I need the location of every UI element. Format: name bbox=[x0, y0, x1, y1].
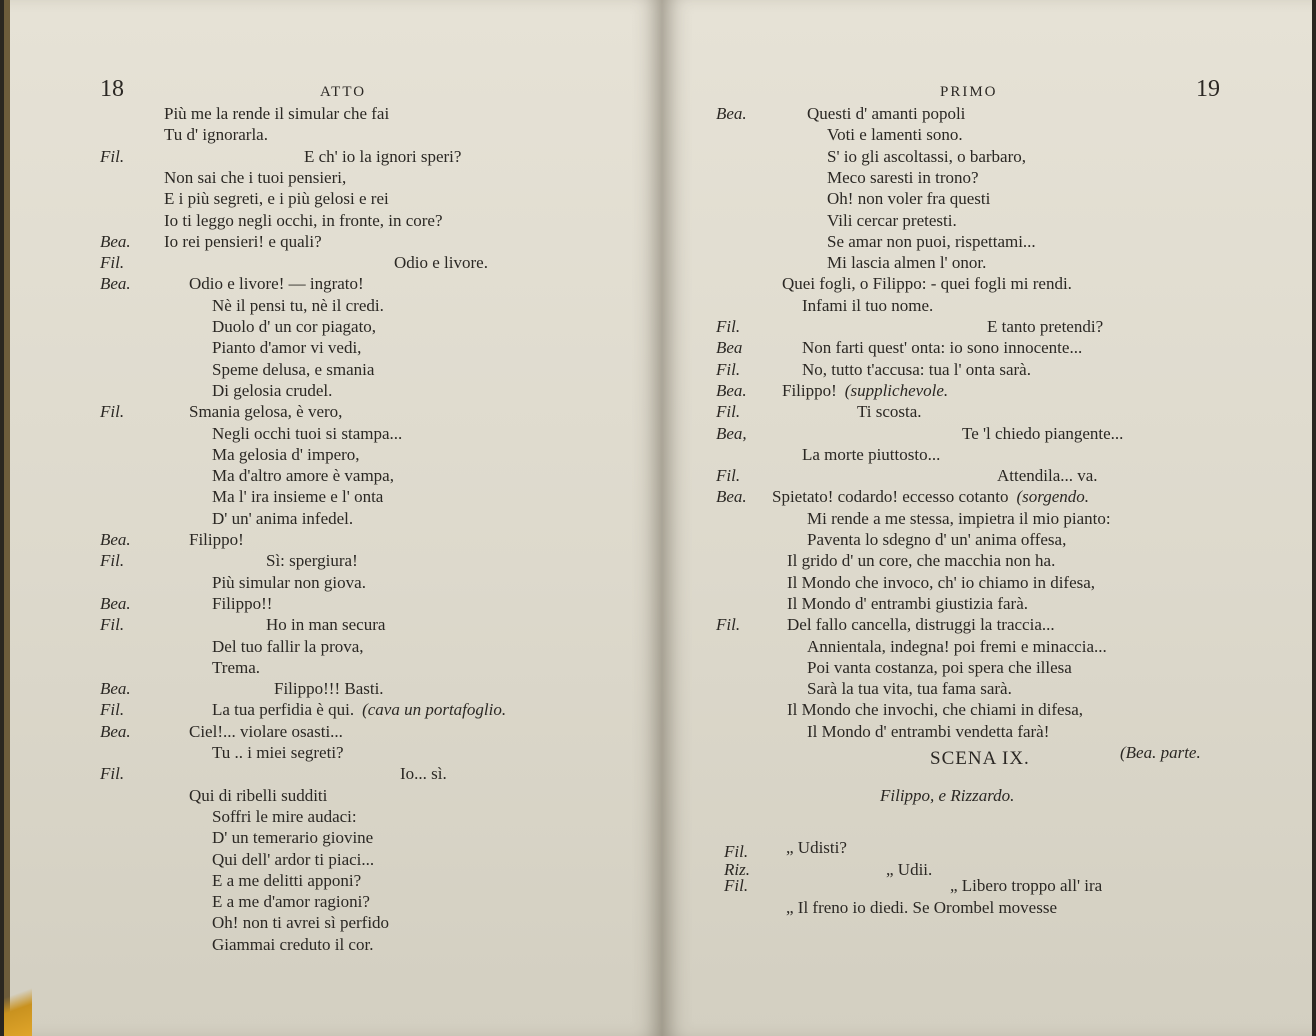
right-speaker: Fil. bbox=[716, 402, 741, 422]
right-speaker: Fil. bbox=[716, 359, 741, 379]
left-line-text: Soffri le mire audaci: bbox=[212, 806, 357, 826]
right-stage-direction: (supplichevole. bbox=[844, 380, 949, 400]
left-speaker: Fil. bbox=[100, 615, 125, 635]
right-line-text: Il Mondo che invoco, ch' io chiamo in difesa, bbox=[787, 572, 1096, 592]
scene-speaker: Riz. bbox=[724, 860, 750, 879]
right-verse-line bbox=[807, 530, 1066, 550]
left-line-text: Ma d'altro amore è vampa, bbox=[212, 466, 394, 486]
left-line-text: Nè il pensi tu, nè il credi. bbox=[212, 295, 384, 315]
left-speaker: Bea. bbox=[100, 274, 131, 294]
left-verse-line bbox=[212, 892, 370, 912]
right-speaker: Bea, bbox=[716, 423, 747, 443]
scene-verse-line: „ Udii. bbox=[886, 860, 933, 879]
left-verse-line bbox=[189, 786, 327, 806]
right-line-text: Del fallo cancella, distruggi la traccia... bbox=[787, 615, 1055, 635]
right-speaker: Bea. bbox=[716, 487, 747, 507]
right-verse-line bbox=[807, 679, 1012, 699]
left-line-text: Filippo! bbox=[189, 530, 244, 549]
right-verse-line bbox=[787, 551, 1055, 571]
left-verse-line bbox=[212, 807, 357, 827]
left-verse-line bbox=[212, 381, 332, 401]
right-verse-line bbox=[802, 296, 933, 316]
right-verse-line bbox=[987, 317, 1103, 337]
left-speaker: Bea. bbox=[100, 721, 131, 741]
right-line-text: Mi lascia almen l' onor. bbox=[827, 253, 987, 273]
left-line-text: Filippo!! bbox=[212, 593, 273, 613]
scene-verse-line: „ Il freno io diedi. Se Orombel movesse bbox=[786, 898, 1057, 917]
left-verse-line bbox=[212, 935, 373, 955]
left-verse-line bbox=[189, 274, 364, 294]
left-speaker: Fil. bbox=[100, 764, 125, 784]
right-page bbox=[662, 0, 1312, 1036]
right-line-text: Il Mondo d' entrambi giustizia farà. bbox=[787, 593, 1028, 613]
left-line-text: Del tuo fallir la prova, bbox=[212, 636, 364, 656]
left-verse-line bbox=[164, 232, 322, 252]
right-line-text: Paventa lo sdegno d' un' anima offesa, bbox=[807, 530, 1067, 549]
left-verse-line bbox=[212, 913, 389, 933]
left-line-text: Odio e livore. bbox=[394, 253, 488, 273]
left-line-text: Negli occhi tuoi si stampa... bbox=[212, 423, 403, 443]
left-verse-line bbox=[212, 871, 361, 891]
right-verse-line bbox=[827, 125, 963, 145]
left-running-head: ATTO bbox=[320, 84, 367, 100]
scene-verse-line: „ Udisti? bbox=[786, 838, 847, 857]
right-line-text: Ti scosta. bbox=[857, 402, 922, 422]
left-verse-line bbox=[212, 637, 364, 657]
left-verse-line bbox=[212, 296, 384, 316]
right-verse-line bbox=[802, 445, 940, 465]
left-verse-line bbox=[212, 850, 374, 870]
right-verse-line bbox=[807, 104, 965, 124]
left-verse-line bbox=[164, 104, 389, 124]
left-line-text: E ch' io la ignori speri? bbox=[304, 146, 462, 166]
right-speaker: Fil. bbox=[716, 317, 741, 336]
right-verse-line bbox=[827, 232, 1036, 252]
left-line-text: Di gelosia crudel. bbox=[212, 380, 333, 400]
left-verse-line bbox=[189, 530, 244, 550]
left-verse-line bbox=[400, 764, 447, 784]
left-line-text: Trema. bbox=[212, 657, 261, 677]
right-stage-direction: (sorgendo. bbox=[1016, 487, 1090, 507]
right-verse-line bbox=[827, 168, 979, 188]
left-line-text: Odio e livore! — ingrato! bbox=[189, 274, 364, 294]
right-verse-line bbox=[827, 253, 986, 273]
right-verse-line bbox=[807, 637, 1107, 657]
right-verse-line bbox=[997, 466, 1098, 486]
right-line-text: Non farti quest' onta: io sono innocente... bbox=[802, 338, 1083, 358]
left-line-text: D' un' anima infedel. bbox=[212, 508, 354, 528]
right-line-text: Infami il tuo nome. bbox=[802, 295, 934, 315]
left-line-text: Pianto d'amor vi vedi, bbox=[212, 338, 362, 358]
left-line-text: Duolo d' un cor piagato, bbox=[212, 317, 377, 336]
right-line-text: Annientala, indegna! poi fremi e minaccia... bbox=[807, 636, 1107, 656]
left-verse-line bbox=[212, 338, 361, 358]
right-line-text: S' io gli ascoltassi, o barbaro, bbox=[827, 146, 1027, 166]
right-speaker: Fil. bbox=[716, 615, 741, 635]
left-verse-line bbox=[266, 551, 358, 571]
left-line-text: Giammai creduto il cor. bbox=[212, 934, 374, 954]
right-verse-line bbox=[787, 700, 1083, 720]
right-verse-line bbox=[772, 487, 1089, 507]
right-line-text: Attendila... va. bbox=[997, 466, 1098, 486]
left-verse-line bbox=[189, 722, 343, 742]
right-speaker: Bea bbox=[716, 338, 743, 358]
left-line-text: E a me delitti apponi? bbox=[212, 870, 362, 890]
left-verse-line bbox=[164, 125, 268, 145]
right-verse-line bbox=[827, 211, 957, 231]
left-line-text: Ma l' ira insieme e l' onta bbox=[212, 487, 384, 507]
left-page bbox=[4, 0, 662, 1036]
book-edge bbox=[4, 0, 10, 1036]
left-verse-line bbox=[212, 658, 260, 678]
scene-verse-line: „ Libero troppo all' ira bbox=[950, 876, 1103, 895]
right-verse-line bbox=[782, 381, 948, 401]
right-verse-line bbox=[857, 402, 922, 422]
left-line-text: Sì: spergiura! bbox=[266, 551, 358, 571]
right-line-text: Sarà la tua vita, tua fama sarà. bbox=[807, 679, 1012, 699]
left-verse-line bbox=[212, 594, 272, 614]
right-line-text: Spietato! codardo! eccesso cotanto bbox=[772, 487, 1009, 507]
left-line-text: La tua perfidia è qui. bbox=[212, 700, 355, 720]
left-verse-line bbox=[212, 360, 374, 380]
left-line-text: Smania gelosa, è vero, bbox=[189, 402, 343, 422]
right-line-text: Questi d' amanti popoli bbox=[807, 104, 966, 123]
right-verse-line bbox=[827, 189, 990, 209]
right-line-text: Se amar non puoi, rispettami... bbox=[827, 231, 1036, 251]
left-speaker: Fil. bbox=[100, 402, 125, 422]
right-speaker: Bea. bbox=[716, 380, 747, 400]
left-line-text: Io ti leggo negli occhi, in fronte, in core? bbox=[164, 210, 443, 230]
right-line-text: Il Mondo che invochi, che chiami in difesa, bbox=[787, 700, 1083, 720]
left-page-number: 18 bbox=[100, 76, 124, 102]
right-verse-line bbox=[807, 658, 1072, 678]
right-line-text: Il grido d' un core, che macchia non ha. bbox=[787, 551, 1056, 571]
left-verse-line bbox=[394, 253, 488, 273]
left-verse-line bbox=[189, 402, 342, 422]
left-line-text: Io rei pensieri! e quali? bbox=[164, 231, 322, 251]
left-line-text: Speme delusa, e smania bbox=[212, 359, 375, 379]
right-verse-line bbox=[787, 573, 1095, 593]
right-verse-line bbox=[962, 424, 1123, 444]
left-line-text: Oh! non ti avrei sì perfido bbox=[212, 913, 390, 933]
left-line-text: Ho in man secura bbox=[266, 615, 386, 635]
right-running-head: PRIMO bbox=[940, 84, 998, 100]
right-line-text: Oh! non voler fra questi bbox=[827, 189, 991, 209]
right-verse-line bbox=[802, 338, 1082, 358]
right-verse-line bbox=[1112, 743, 1201, 763]
right-speaker: Fil. bbox=[716, 466, 741, 486]
left-verse-line bbox=[164, 189, 389, 209]
left-speaker: Bea. bbox=[100, 679, 131, 699]
left-line-text: Io... sì. bbox=[400, 764, 447, 784]
page-corner bbox=[4, 966, 32, 1036]
left-verse-line bbox=[212, 466, 394, 486]
right-line-text: Vili cercar pretesti. bbox=[827, 210, 957, 230]
right-verse-line bbox=[802, 360, 1031, 380]
right-line-text: E tanto pretendi? bbox=[987, 317, 1104, 336]
left-speaker: Bea. bbox=[100, 593, 131, 613]
right-verse-line bbox=[787, 594, 1028, 614]
left-line-text: Qui di ribelli sudditi bbox=[189, 785, 328, 805]
left-verse-line bbox=[212, 487, 383, 507]
left-speaker: Bea. bbox=[100, 530, 131, 549]
left-verse-line bbox=[212, 700, 506, 720]
scene-speaker: Fil. bbox=[724, 842, 749, 861]
left-line-text: Più me la rende il simular che fai bbox=[164, 104, 390, 123]
right-line-text: No, tutto t'accusa: tua l' onta sarà. bbox=[802, 359, 1031, 379]
right-verse-line bbox=[782, 274, 1072, 294]
left-verse-line bbox=[212, 573, 366, 593]
right-line-text: La morte piuttosto... bbox=[802, 444, 941, 464]
right-line-text: Voti e lamenti sono. bbox=[827, 125, 963, 145]
left-speaker: Fil. bbox=[100, 700, 125, 720]
left-verse-line bbox=[212, 445, 360, 465]
right-verse-line bbox=[827, 147, 1026, 167]
left-line-text: Tu d' ignorarla. bbox=[164, 125, 268, 145]
left-stage-direction: (cava un portafoglio. bbox=[362, 700, 507, 720]
left-verse-line bbox=[274, 679, 384, 699]
right-line-text: Poi vanta costanza, poi spera che illesa bbox=[807, 657, 1072, 677]
left-verse-line bbox=[212, 743, 344, 763]
right-verse-line bbox=[787, 615, 1055, 635]
scene-title: SCENA IX. bbox=[930, 748, 1030, 769]
right-line-text: Quei fogli, o Filippo: - quei fogli mi rendi. bbox=[782, 274, 1072, 294]
left-speaker: Fil. bbox=[100, 551, 125, 571]
right-speaker: Bea. bbox=[716, 104, 747, 123]
left-verse-line bbox=[164, 168, 346, 188]
left-line-text: Tu .. i miei segreti? bbox=[212, 743, 344, 762]
scene-speaker: Fil. bbox=[724, 876, 749, 895]
left-verse-line bbox=[266, 615, 385, 635]
left-verse-line bbox=[212, 424, 402, 444]
left-line-text: Ciel!... violare osasti... bbox=[189, 721, 343, 741]
right-stage-direction: (Bea. parte. bbox=[1120, 743, 1201, 762]
left-line-text: Qui dell' ardor ti piaci... bbox=[212, 849, 375, 869]
left-verse-line bbox=[212, 509, 353, 529]
right-line-text: Mi rende a me stessa, impietra il mio pianto: bbox=[807, 508, 1111, 528]
left-speaker: Fil. bbox=[100, 253, 125, 273]
scene-characters: Filippo, e Rizzardo. bbox=[880, 786, 1015, 805]
left-line-text: D' un temerario giovine bbox=[212, 828, 374, 848]
left-line-text: Ma gelosia d' impero, bbox=[212, 444, 360, 464]
left-line-text: E a me d'amor ragioni? bbox=[212, 892, 370, 912]
right-verse-line bbox=[807, 509, 1111, 529]
left-line-text: Filippo!!! Basti. bbox=[274, 679, 384, 699]
left-verse-line bbox=[164, 211, 443, 231]
right-line-text: Meco saresti in trono? bbox=[827, 167, 979, 187]
left-verse-line bbox=[212, 828, 373, 848]
right-page-number: 19 bbox=[1196, 76, 1220, 102]
left-verse-line bbox=[212, 317, 376, 337]
right-verse-line bbox=[807, 722, 1049, 742]
left-speaker: Bea. bbox=[100, 231, 131, 251]
right-line-text: Il Mondo d' entrambi vendetta farà! bbox=[807, 721, 1050, 741]
left-line-text: Non sai che i tuoi pensieri, bbox=[164, 167, 347, 187]
right-line-text: Te 'l chiedo piangente... bbox=[962, 423, 1124, 443]
left-speaker: Fil. bbox=[100, 146, 125, 166]
left-line-text: Più simular non giova. bbox=[212, 572, 366, 592]
right-line-text: Filippo! bbox=[782, 380, 837, 400]
left-verse-line bbox=[304, 147, 461, 167]
left-line-text: E i più segreti, e i più gelosi e rei bbox=[164, 189, 389, 209]
